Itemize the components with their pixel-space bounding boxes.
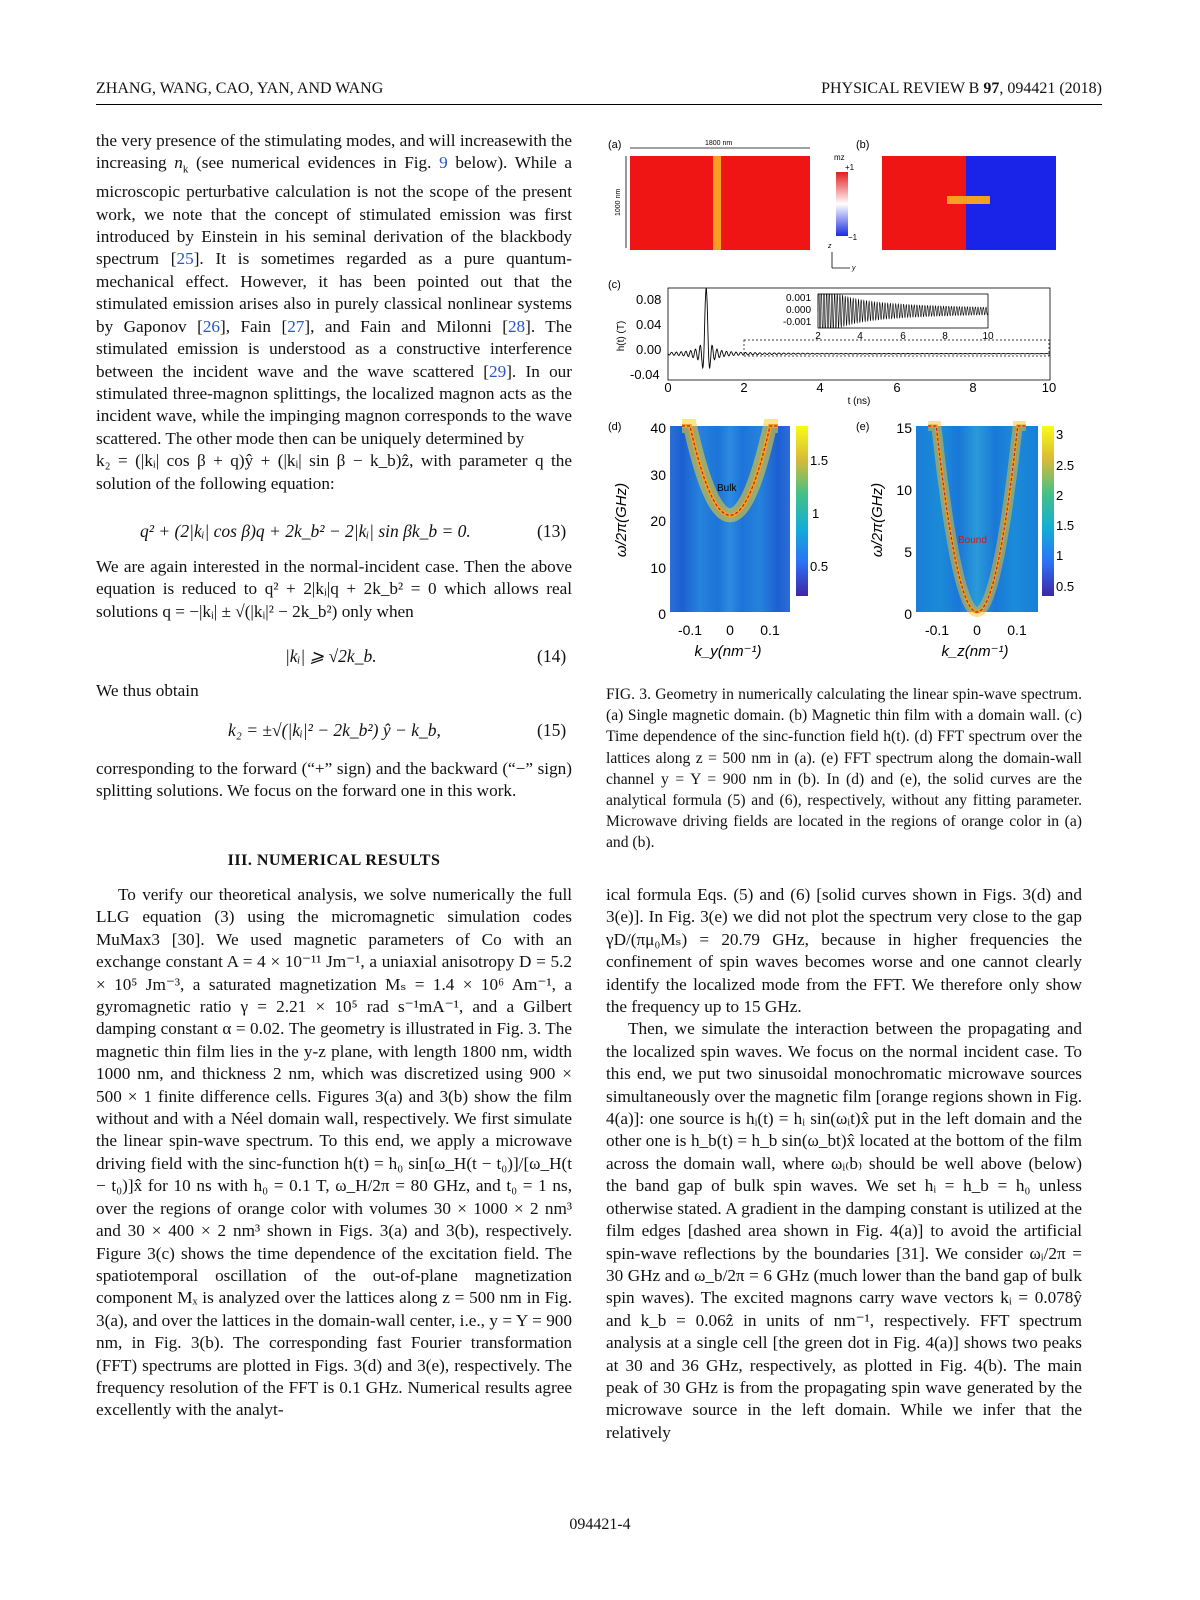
e-ytick: 10 — [896, 482, 912, 498]
journal-name: PHYSICAL REVIEW B — [821, 80, 980, 97]
left-paragraph-1 — [96, 130, 572, 450]
e-cb-ticks — [1056, 427, 1074, 594]
journal-volume: 97 — [983, 80, 1000, 97]
e-ytick: 0 — [904, 606, 912, 622]
e-heatmap — [916, 426, 1038, 612]
e-yticks — [896, 420, 912, 622]
c-xtick: 8 — [969, 380, 977, 395]
panel-e-label: (e) — [856, 421, 870, 433]
bulk-label: Bulk — [717, 483, 737, 494]
e-xtick: 0.1 — [1007, 622, 1027, 638]
citation-link[interactable]: 25 — [176, 249, 194, 269]
inset-xtick: 2 — [815, 331, 821, 342]
inset-ytick: -0.001 — [783, 317, 812, 328]
text-run: k — [182, 163, 189, 176]
driving-region-a — [713, 156, 721, 250]
e-cb-tick: 1 — [1056, 548, 1064, 563]
left-paragraph-5-text: To verify our theoretical analysis, we solve numerically the full LLG equation (3) using the micromagnetic simulation codes MuMax3 [30]. We used magnetic parameters of Co with an exchange constant A = 4 × 10⁻¹¹ Jm⁻¹, a uniaxial anisotropy D = 5.2 × 10⁵ Jm⁻³, a saturated magnetization Mₛ = 1.4 × 10⁶ Am⁻¹, a gyromagnetic ratio γ = 2.21 × 10⁵ rad s⁻¹mA⁻¹, and a Gilbert damping constant α = 0.02. The geometry is illustrated in Fig. 3. The magnetic thin film lies in the y-z plane, with length 1800 nm, width 1000 nm, and thickness 2 nm, which was discretized using 900 × 500 × 1 finite difference cells. Figures 3(a) and 3(b) show the film without and with a Néel domain wall, respectively. We first simulate the linear spin-wave spectrum. To this end, we apply a microwave driving field with the sinc-function h(t) = h₀ sin[ω_H(t − t₀)]/[ω_H(t − t₀)]x̂ for 10 ns with h₀ = 0.1 T, ω_H/2π = 80 GHz, and t₀ = 1 ns, over the regions of orange color with volumes 30 × 1000 × 2 nm³ and 30 × 400 × 2 nm³ shown in Figs. 3(a) and 3(b), respectively. Figure 3(c) shows the time dependence of the excitation field. The spatiotemporal oscillation of the out-of-plane magnetization component Mₓ is analyzed over the lattices along z = 500 nm in Fig. 3(a), and over the lattices in the domain-wall center, i.e., y = Y = 900 nm, in Fig. 3(b). The corresponding fast Fourier transformation (FFT) spectrums are plotted in Figs. 3(d) and 3(e), respectively. The frequency resolution of the FFT is 0.1 GHz. Numerical results agree excellently with the analyt- — [96, 885, 572, 1420]
inset-xtick: 10 — [982, 331, 994, 342]
right-paragraph-2: Then, we simulate the interaction between the propagating and the localized spin waves. We focus on the normal incident case. To this end, we put two sinusoidal monochromatic microwave sources simultaneously over the magnetic film [orange regions shown in Fig. 4(a)]: one source is hᵢ(t) = hᵢ sin(ωᵢt)x̂ put in the left domain and the other one is h_b(t) = h_b sin(ω_bt)x̂ located at the bottom of the film across the domain wall, where ωᵢ₍b₎ should be well above (below) the band gap of bulk spin waves. We set hᵢ = h_b = h₀ unless otherwise stated. A gradient in the damping constant is utilized at the film edges [dashed area shown in Fig. 4(a)] to avoid the artificial spin-wave reflections by the boundaries [31]. We consider ωᵢ/2π = 30 GHz and ω_b/2π = 6 GHz (much lower than the band gap of bulk spin waves). The excited magnons carry wave vectors kᵢ = 0.078ŷ and k_b = 0.06ẑ in units of nm⁻¹, respectively. FFT spectrum analysis at a single cell [the green dot in Fig. 4(a)] shows two peaks at 30 and 36 GHz, respectively, as plotted in Fig. 4(b). The main peak of 30 GHz is from the propagating spin wave generated by the microwave source in the left domain. While we infer that the relatively — [606, 1019, 1082, 1442]
panel-c-label: (c) — [608, 279, 621, 291]
d-xtick: -0.1 — [677, 622, 703, 638]
width-label: 1000 nm — [615, 188, 622, 216]
length-label: 1800 nm — [705, 140, 733, 147]
e-ytick: 5 — [904, 544, 912, 560]
e-colorbar — [1042, 426, 1054, 596]
c-xlabel: t (ns) — [847, 396, 871, 407]
equation-13-number: (13) — [537, 521, 567, 541]
d-ytick: 20 — [650, 513, 666, 529]
text-run: ]. In our stimulated three-magnon splittings, the localized magnon acts as the incident wave, while the impinging magnon corresponds to the wave scattered. The other mode then can be uniquely determined by — [96, 361, 572, 448]
journal-article: , 094421 (2018) — [999, 80, 1102, 97]
inset-yticks — [783, 293, 812, 328]
e-cb-tick: 1.5 — [1056, 518, 1075, 533]
d-xtick: 0 — [726, 622, 734, 638]
axis-y-label: y — [852, 265, 856, 272]
left-paragraph-2-text: We are again interested in the normal-incident case. Then the above equation is reduced to q² + 2|kᵢ|q + 2k_b² = 0 which allows real solutions q = −|kᵢ| ± √(|kᵢ|² − 2k_b²) only when — [96, 557, 572, 621]
text-run: with the increasing — [96, 131, 572, 173]
equation-15-number: (15) — [537, 720, 567, 740]
text-run: ], and Fain and Milonni [ — [304, 316, 508, 336]
equation-15: k₂ = ±√(|kᵢ|² − 2k_b²) ŷ − k_b, — [228, 720, 441, 740]
left-paragraph-3 — [96, 680, 572, 702]
d-ytick: 40 — [650, 420, 666, 436]
axis-z-label: z — [828, 243, 832, 250]
e-cb-tick: 3 — [1056, 427, 1064, 442]
page-number: 094421-4 — [569, 1516, 631, 1533]
d-xticks — [678, 622, 780, 638]
inset-ytick: 0.000 — [786, 305, 812, 316]
c-ytick: -0.04 — [630, 367, 660, 382]
equation-14-number: (14) — [537, 646, 567, 666]
text-run: (see numerical evidences in Fig. — [188, 153, 440, 173]
driving-region-b — [947, 196, 990, 204]
mz-colorbar — [836, 172, 848, 236]
left-paragraph-2 — [96, 556, 572, 623]
e-xticks — [925, 622, 1027, 638]
running-head-authors: ZHANG, WANG, CAO, YAN, AND WANG — [96, 80, 384, 97]
citation-link[interactable]: 27 — [287, 316, 305, 336]
e-xlabel: k_z(nm⁻¹) — [941, 643, 1009, 660]
c-xtick: 6 — [893, 380, 901, 395]
d-ytick: 30 — [650, 467, 666, 483]
right-paragraph-1: ical formula Eqs. (5) and (6) [solid curves shown in Figs. 3(d) and 3(e)]. In Fig. 3(e) we did not plot the spectrum very close to the gap γD/(πμ₀Mₛ) = 20.79 GHz, because in higher frequencies the confinement of spin waves becomes worse and one cannot clearly identify the localized mode from the FFT. We therefore only show the frequency up to 15 GHz. — [606, 885, 1082, 1017]
panel-a-label: (a) — [608, 139, 622, 151]
left-paragraph-1-end: k₂ = (|kᵢ| cos β + q)ŷ + (|kᵢ| sin β − k_b)ẑ, with parameter q the solution of the following equation: — [96, 451, 572, 493]
right-column — [606, 884, 1082, 1444]
c-xticks — [664, 380, 1056, 395]
section-heading: III. NUMERICAL RESULTS — [227, 852, 441, 869]
header-rule — [96, 104, 1102, 105]
mz-label: mz — [834, 153, 845, 162]
c-yticks — [630, 292, 661, 382]
text-run: ]. The stimulated emission is understood as a constructive interference between the incident wave and the wave scattered [ — [96, 316, 572, 381]
citation-link[interactable]: 26 — [202, 316, 220, 336]
equation-13: q² + (2|kᵢ| cos β)q + 2k_b² − 2|kᵢ| sin βk_b = 0. — [140, 521, 471, 541]
citation-link[interactable]: 9 — [439, 153, 448, 173]
c-xtick: 2 — [740, 380, 748, 395]
e-xtick: 0 — [973, 622, 981, 638]
e-xtick: -0.1 — [924, 622, 950, 638]
equation-14: |kᵢ| ⩾ √2k_b. — [285, 646, 377, 666]
running-head-journal — [821, 80, 1102, 98]
left-column — [96, 130, 572, 495]
d-colorbar — [796, 426, 808, 596]
d-ytick: 10 — [650, 560, 666, 576]
d-cb-tick: 1 — [812, 506, 820, 521]
left-paragraph-4-text: corresponding to the forward (“+” sign) and the backward (“−” sign) splitting solutions. We focus on the forward one in this work. — [96, 759, 572, 801]
figure-3 — [600, 128, 1090, 676]
inset-xtick: 4 — [857, 331, 863, 342]
inset-xtick: 6 — [900, 331, 906, 342]
c-ylabel: h(t) (T) — [616, 320, 627, 352]
c-xtick: 10 — [1041, 380, 1057, 395]
c-xtick: 0 — [664, 380, 672, 395]
text-run: the very presence of the stimulating modes, and will increase — [96, 131, 517, 150]
d-cb-tick: 1.5 — [810, 453, 829, 468]
inset-ytick: 0.001 — [786, 293, 812, 304]
left-paragraph-4 — [96, 758, 572, 803]
panel-b-label: (b) — [856, 139, 870, 151]
e-cb-tick: 0.5 — [1056, 579, 1075, 594]
text-run: ]. It is sometimes regarded as a pure quantum-mechanical effect. However, it has been pointed out that the stimulated emission arises also in purely classical nonlinear systems by Gaponov [ — [96, 249, 572, 336]
d-cb-ticks — [810, 453, 828, 574]
c-xtick: 4 — [816, 380, 824, 395]
cb-minus: −1 — [848, 233, 858, 242]
text-run: n — [174, 153, 183, 173]
d-cb-tick: 0.5 — [810, 559, 829, 574]
citation-link[interactable]: 29 — [489, 361, 507, 381]
left-paragraph-3-text: We thus obtain — [96, 681, 199, 700]
inset-xticks — [815, 331, 994, 342]
inset-xtick: 8 — [942, 331, 948, 342]
d-ylabel: ω/2π(GHz) — [613, 482, 630, 558]
c-ytick: 0.04 — [636, 317, 662, 332]
cb-plus: +1 — [845, 163, 855, 172]
d-yticks — [650, 420, 666, 622]
e-ylabel: ω/2π(GHz) — [869, 482, 886, 558]
e-cb-tick: 2 — [1056, 488, 1064, 503]
d-ytick: 0 — [658, 606, 666, 622]
e-ytick: 15 — [896, 420, 912, 436]
e-cb-tick: 2.5 — [1056, 458, 1075, 473]
left-paragraph-5 — [96, 884, 572, 1422]
figure-3-caption: FIG. 3. Geometry in numerically calculating the linear spin-wave spectrum. (a) Single magnetic domain. (b) Magnetic thin film with a domain wall. (c) Time dependence of the sinc-function field h(t). (d) FFT spectrum over the lattices along z = 500 nm in (a). (e) FFT spectrum along the domain-wall channel y = Y = 900 nm in (b). In (d) and (e), the solid curves are the analytical formula (5) and (6), respectively, without any fitting parameter. Microwave driving fields are located in the regions of orange color in (a) and (b). — [606, 686, 1082, 852]
text-run: ], Fain [ — [220, 316, 288, 336]
citation-link[interactable]: 28 — [507, 316, 526, 336]
bound-label: Bound — [958, 535, 987, 546]
d-xlabel: k_y(nm⁻¹) — [694, 643, 762, 660]
d-xtick: 0.1 — [760, 622, 780, 638]
text-run: below). While a microscopic perturbative calculation is not the scope of the present work, we note that the concept of stimulated emission was first introduced by Einstein in his seminal derivation of the blackbody spectrum [ — [96, 153, 572, 269]
c-ytick: 0.00 — [636, 342, 662, 357]
panel-d-label: (d) — [608, 421, 622, 433]
c-ytick: 0.08 — [636, 292, 662, 307]
